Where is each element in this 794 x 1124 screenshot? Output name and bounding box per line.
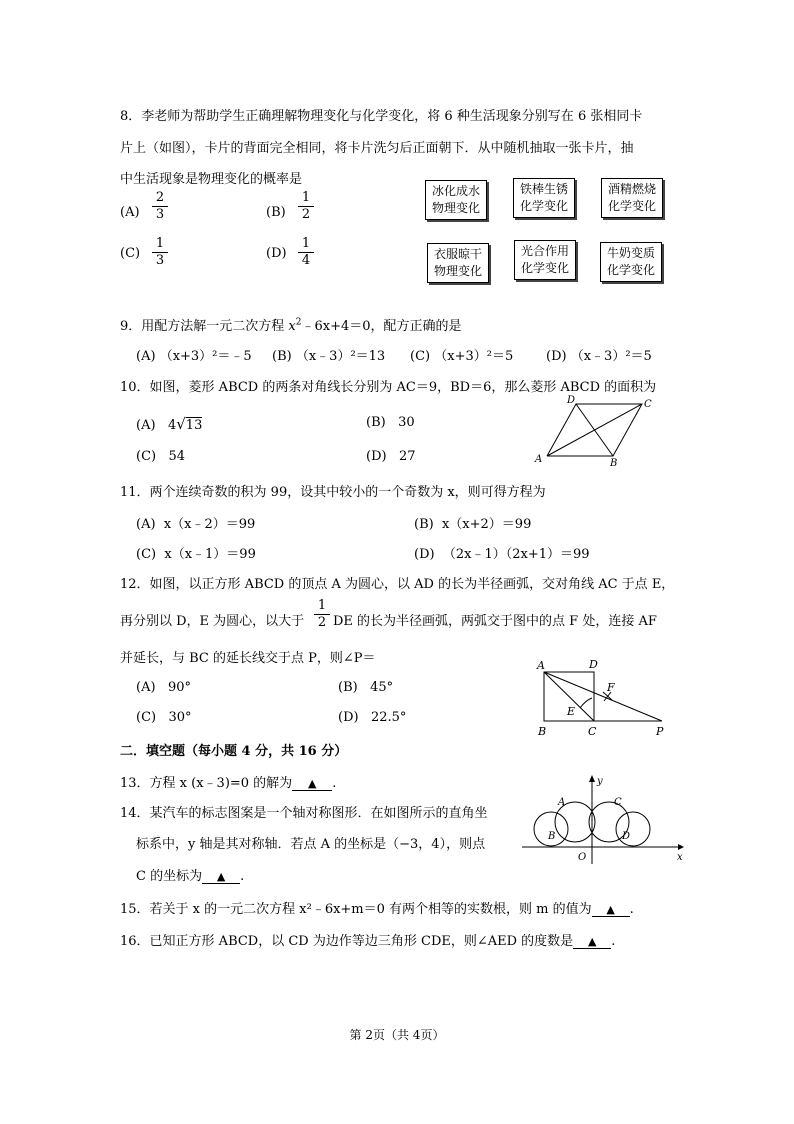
q10-option-a: (A) 4√13 (136, 415, 203, 433)
q8-line2: 片上（如图），卡片的背面完全相同，将卡片洗匀后正面朝下．从中随机抽取一张卡片，抽 (120, 141, 634, 156)
rhombus-label-d: D (567, 395, 576, 406)
q9-option-b: (B) （x﹣3）²＝13 (272, 349, 386, 364)
logo-label-d: D (622, 831, 631, 842)
q14-line3: C 的坐标为 ▲ . (136, 869, 245, 884)
rhombus-label-b: B (610, 458, 618, 469)
square-label-d: D (589, 658, 598, 671)
q11-option-d: (D) （2x﹣1）（2x+1）＝99 (414, 547, 590, 562)
q14-answer-blank[interactable]: ▲ (202, 870, 240, 884)
rhombus-figure (530, 390, 660, 470)
logo-label-c: C (614, 797, 622, 808)
logo-label-a: A (558, 797, 566, 808)
q14-line1: 14．某汽车的标志图案是一个轴对称图形．在如图所示的直角坐 (120, 806, 488, 821)
logo-label-x: x (677, 852, 683, 863)
card-milk-spoiling: 牛奶变质 化学变化 (600, 242, 662, 282)
rhombus-label-a: A (535, 454, 543, 465)
logo-label-y: y (597, 776, 603, 787)
card-photosynthesis: 光合作用 化学变化 (514, 240, 576, 280)
section-2-title: 二．填空题（每小题 4 分，共 16 分） (120, 744, 348, 759)
q12-option-b: (B) 45° (338, 680, 394, 695)
q8-option-c-fraction: $\frac{1}{3}$ (152, 236, 168, 269)
q8-option-b-label: (B) (266, 205, 286, 220)
q8-option-a-fraction: $\frac{2}{3}$ (152, 190, 168, 223)
q9-option-c: (C) （x+3）²＝5 (410, 349, 514, 364)
q10-option-d: (D) 27 (366, 449, 416, 464)
q12-line2b: DE 的长为半径画弧，两弧交于图中的点 F 处，连接 AF (333, 614, 657, 629)
q11-option-c: (C) x（x﹣1）＝99 (136, 547, 256, 562)
q10-option-b: (B) 30 (366, 415, 415, 430)
q8-line3: 中生活现象是物理变化的概率是 (120, 172, 303, 187)
q13: 13．方程 x (x﹣3)=0 的解为 ▲ . (120, 776, 337, 791)
square-label-a: A (537, 659, 545, 672)
q8-option-c-label: (C) (120, 246, 141, 261)
q16: 16．已知正方形 ABCD，以 CD 为边作等边三角形 CDE，则∠AED 的度数是 ▲ . (120, 934, 616, 949)
card-clothes-drying: 衣服晾干 物理变化 (427, 243, 489, 283)
q13-answer-blank[interactable]: ▲ (292, 777, 332, 791)
logo-label-o: O (578, 852, 587, 863)
q15-answer-blank[interactable]: ▲ (592, 903, 630, 917)
q11-option-a: (A) x（x﹣2）＝99 (136, 517, 256, 532)
rhombus-label-c: C (644, 399, 652, 410)
q14-line2: 标系中，y 轴是其对称轴．若点 A 的坐标是（−3，4），则点 (136, 837, 486, 852)
q12-fraction: $\frac{1}{2}$ (314, 598, 330, 631)
q8-option-a-label: (A) (120, 205, 140, 220)
q8-line1: 8．李老师为帮助学生正确理解物理变化与化学变化，将 6 种生活现象分别写在 6 张相同卡 (120, 109, 643, 124)
q12-option-a: (A) 90° (136, 680, 191, 695)
square-label-c: C (588, 725, 597, 738)
q10-stem: 10．如图，菱形 ABCD 的两条对角线长分别为 AC＝9，BD＝6，那么菱形 ABCD 的面积为 (120, 380, 657, 395)
q12-line3: 并延长，与 BC 的延长线交于点 P，则∠P＝ (120, 651, 376, 666)
page-footer: 第 2页（共 4页） (349, 1028, 445, 1042)
square-label-p: P (656, 725, 664, 738)
square-label-e: E (567, 705, 576, 718)
q9-stem: 9．用配方法解一元二次方程 $x^2﹣6x+4=0$，配方正确的是 (120, 317, 462, 334)
q8-option-b-fraction: $\frac{1}{2}$ (298, 190, 314, 223)
q12-option-d: (D) 22.5° (338, 710, 407, 725)
q15: 15．若关于 x 的一元二次方程 x²﹣6x+m＝0 有两个相等的实数根，则 m 的值为 ▲ . (120, 902, 634, 917)
q12-line1: 12．如图，以正方形 ABCD 的顶点 A 为圆心，以 AD 的长为半径画弧，交对角线 AC 于点 E， (120, 577, 675, 592)
logo-label-b: B (548, 831, 556, 842)
q10-option-c: (C) 54 (136, 449, 186, 464)
q11-stem: 11．两个连续奇数的积为 99，设其中较小的一个奇数为 x，则可得方程为 (120, 485, 546, 500)
q8-option-d-label: (D) (266, 246, 287, 261)
q16-answer-blank[interactable]: ▲ (573, 935, 611, 949)
square-label-b: B (538, 725, 547, 738)
card-iron-rusting: 铁棒生锈 化学变化 (513, 178, 575, 218)
square-figure (532, 652, 672, 740)
square-label-f: F (607, 681, 615, 694)
card-alcohol-burning: 酒精燃烧 化学变化 (601, 178, 663, 218)
q11-option-b: (B) x（x+2）＝99 (414, 517, 532, 532)
q9-option-d: (D) （x﹣3）²＝5 (546, 349, 652, 364)
q12-line2a: 再分别以 D，E 为圆心，以大于 (120, 614, 305, 629)
logo-coordinate-figure (520, 772, 690, 866)
q8-option-d-fraction: $\frac{1}{4}$ (298, 236, 314, 269)
card-ice-melting: 冰化成水 物理变化 (425, 180, 487, 220)
q12-option-c: (C) 30° (136, 710, 192, 725)
q9-option-a: (A) （x+3）²＝﹣5 (136, 349, 252, 364)
